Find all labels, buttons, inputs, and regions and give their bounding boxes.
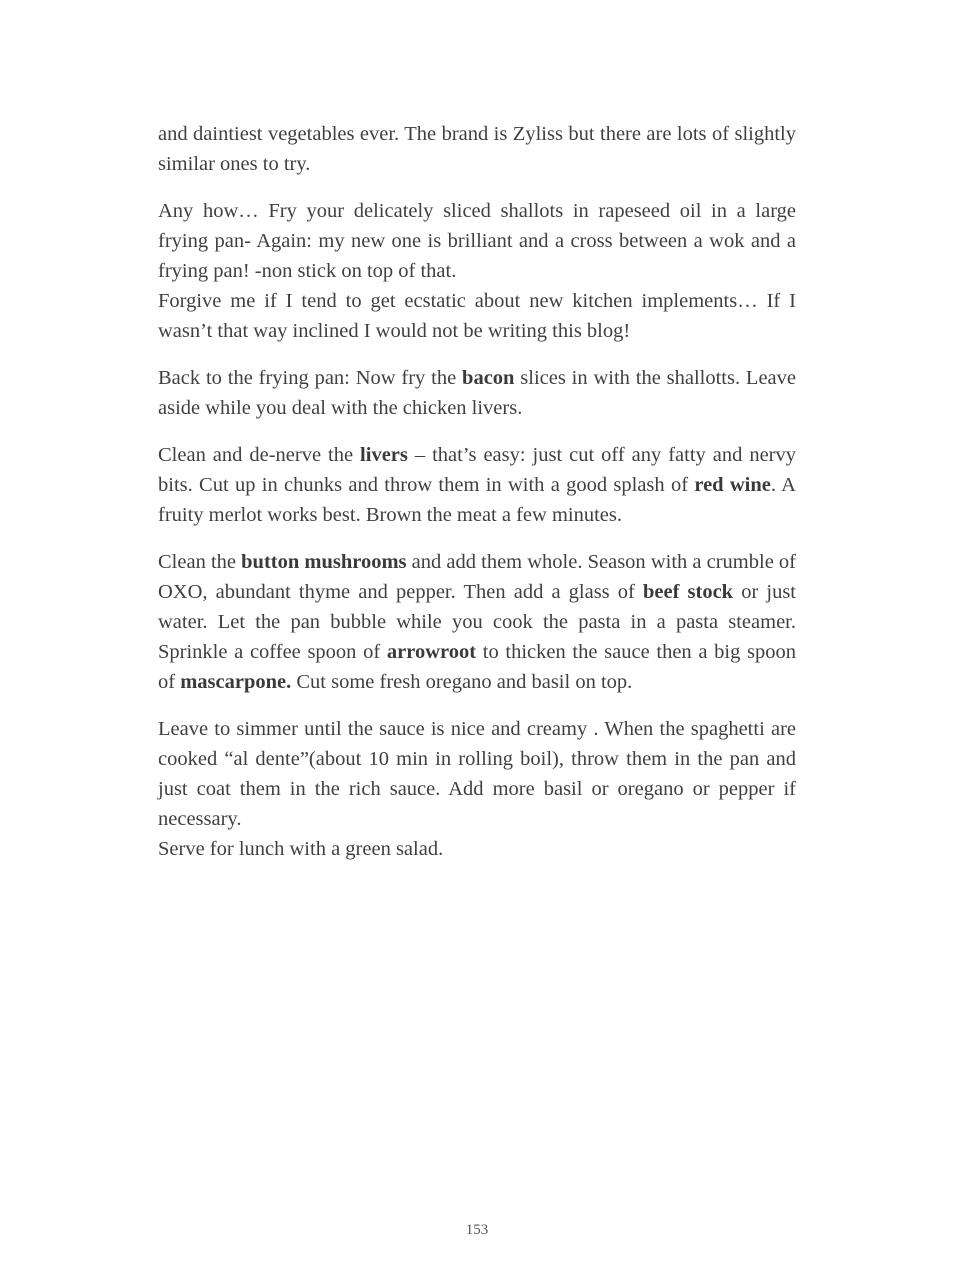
recipe-text [158, 119, 796, 881]
paragraph-text: Clean and de-nerve the [158, 444, 361, 466]
ingredient-button-mushrooms: button mushrooms [241, 551, 407, 573]
ingredient-arrowroot: arrowroot [386, 641, 477, 663]
paragraph-livers [158, 440, 796, 530]
paragraph-text: Any how… Fry your delicately sliced shallots in rapeseed oil in a large frying pan- Again: my new one is brilliant and a cross between a wok and a frying pan! -non stick on top of that. [158, 200, 796, 282]
paragraph-text: – that’s easy: just cut off any fatty and nervy bits. Cut up in chunks and throw them in with a good splash of [158, 444, 796, 496]
ingredient-bacon: bacon [462, 367, 515, 389]
paragraph-text: slices in with the shallotts. Leave aside while you deal with the chicken livers. [158, 367, 797, 419]
paragraph-mushrooms [158, 547, 796, 697]
paragraph-text: and daintiest vegetables ever. The brand is Zyliss but there are lots of slightly similar ones to try. [158, 123, 796, 175]
paragraph-frying-shallots [158, 196, 796, 346]
paragraph-text: Back to the frying pan: Now fry the [158, 367, 463, 389]
paragraph-simmer-serve [158, 714, 796, 864]
paragraph-text: Cut some fresh oregano and basil on top. [291, 671, 633, 693]
ingredient-red-wine: red wine [694, 474, 771, 496]
paragraph-text: Serve for lunch with a green salad. [158, 838, 444, 860]
paragraph-text: Leave to simmer until the sauce is nice and creamy . When the spaghetti are cooked “al dente”(about 10 min in rolling boil), throw them in the pan and just coat them in the rich sauce. Add more basil or oregano or pepper if necessary. [158, 718, 796, 830]
paragraph-bacon [158, 363, 796, 423]
ingredient-beef-stock: beef stock [642, 581, 734, 603]
paragraph-vegetables [158, 119, 796, 179]
ingredient-mascarpone: mascarpone. [180, 671, 292, 693]
paragraph-text: or just water. Let the pan bubble while you cook the pasta in a pasta steamer. Sprinkle a coffee spoon of [158, 581, 797, 663]
paragraph-text: and add them whole. Season with a crumble of OXO, abundant thyme and pepper. Then add a glass of [158, 551, 797, 603]
paragraph-text: Forgive me if I tend to get ecstatic about new kitchen implements… If I wasn’t that way inclined I would not be writing this blog! [158, 290, 796, 342]
paragraph-text: . A fruity merlot works best. Brown the meat a few minutes. [158, 474, 796, 526]
page-number: 153 [465, 1222, 489, 1238]
paragraph-text: Clean the [158, 551, 242, 573]
paragraph-text: to thicken the sauce then a big spoon of [158, 641, 796, 693]
ingredient-livers: livers [360, 444, 408, 466]
